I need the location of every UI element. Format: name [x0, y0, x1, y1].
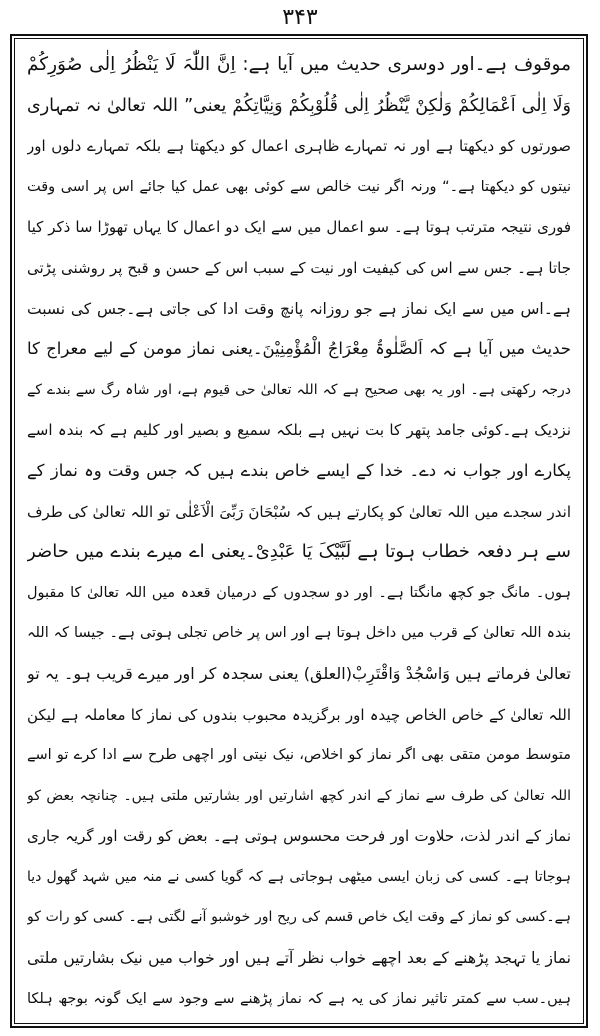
text-line: نزدیک ہے۔کوئی جامد پتھر کا بت نہیں ہے بلکہ سمیع و بصیر اور کلیم ہے کہ بندہ اسے	[27, 421, 571, 440]
page-number: ۳۴۳	[282, 5, 318, 30]
text-line: ہوں۔ مانگ جو کچھ مانگتا ہے۔ اور دو سجدوں کے درمیان قعدہ میں اللہ تعالیٰ کا مقبول	[27, 584, 571, 601]
text-line: صورتوں کو دیکھتا ہے اور نہ تمہارے ظاہری اعمال کو دیکھتا ہے بلکہ تمہارے دلوں اور	[27, 137, 571, 156]
text-line: نیتوں کو دیکھتا ہے۔“ ورنہ اگر نیت خالص سے کوئی بھی عمل کیا جائے اس پر اسی وقت	[27, 178, 571, 195]
body-text	[27, 45, 571, 1019]
text-line: اللہ تعالیٰ کی طرف سے نماز کے اندر کچھ اشارتیں اور بشارتیں ملتی ہیں۔ چنانچہ بعض کو	[27, 787, 571, 804]
text-line: نماز کے اندر لذت، حلاوت اور فرحت محسوس ہوتی ہے۔ بعض کو رقت اور گریہ جاری	[27, 827, 571, 846]
text-line: وَلَا اِلٰی اَعْمَالِکُمْ وَلٰکِنْ یَّنْظُرُ اِلٰی قُلُوْبِکُمْ وَنِیَّاتِکُمْ یعنی” اللہ تعالیٰ نہ تمہاری	[27, 95, 571, 116]
text-line: نماز یا تہجد پڑھنے کے بعد اچھے خواب نظر آتے ہیں اور خواب میں نیک بشارتیں ملتی	[27, 949, 571, 968]
text-line: ہیں۔سب سے کمتر تاثیر نماز کی یہ ہے کہ نماز پڑھنے سے وجود سے ایک گونہ بوجھ ہلکا	[27, 990, 571, 1007]
text-line: تعالیٰ فرماتے ہیں وَاسْجُدْ وَاقْتَرِبْ(العلق) یعنی سجدہ کر اور میرے قریب ہو۔ یہ تو	[27, 663, 571, 683]
text-line: ہوجاتا ہے۔ کسی کی زبان ایسی میٹھی ہوجاتی ہے کہ گویا کسی نے منہ میں شہد گھول دیا	[27, 868, 571, 885]
text-line: بندہ اللہ تعالیٰ کے قرب میں داخل ہوتا ہے اور اس پر خاص تجلی ہوتی ہے۔ جیسا کہ اللہ	[27, 625, 571, 642]
text-line: ہے۔کسی کو نماز کے وقت ایک خاص قسم کی ریح اور خوشبو آنے لگتی ہے۔ کسی کو رات کو	[27, 909, 571, 926]
text-line: اندر سجدے میں اللہ تعالیٰ کو پکارتے ہیں کہ سُبْحَانَ رَبِّیَ الْاَعْلٰی تو اللہ تعالیٰ کی طرف	[27, 502, 571, 521]
text-line: حدیث میں آیا ہے کہ اَلصَّلٰوۃُ مِعْرَاجُ الْمُؤْمِنِیْنَ۔یعنی نماز مومن کے لیے معراج کا	[27, 339, 571, 359]
text-line: ہے۔اس میں سے ایک نماز ہے جو روزانہ پانچ وقت ادا کی جاتی ہے۔جس کی نسبت	[27, 299, 571, 318]
text-line: فوری نتیجہ مترتب ہوتا ہے۔ سو اعمال میں سے ایک دو اعمال کا یہاں تھوڑا سا ذکر کیا	[27, 218, 571, 237]
text-line: اللہ تعالیٰ کے خاص الخاص چیدہ اور برگزیدہ محبوب بندوں کی نماز کا معاملہ ہے لیکن	[27, 705, 571, 724]
text-line: پکارے اور جواب نہ دے۔ خدا کے ایسے خاص بندے ہیں کہ جس وقت وہ نماز کے	[27, 460, 571, 480]
text-line: جاتا ہے۔ جس سے اس کی کیفیت اور نیت کے سبب اس کے حسن و قبح پر روشنی پڑتی	[27, 258, 571, 277]
text-line: سے ہر دفعہ خطاب ہوتا ہے لَبَّیْکَ یَا عَبْدِیْ۔یعنی اے میرے بندے میں حاضر	[27, 541, 571, 563]
page-border	[10, 34, 588, 1028]
page-border-inner	[14, 38, 584, 1024]
text-line: موقوف ہے۔اور دوسری حدیث میں آیا ہے: اِنَّ اللّٰہَ لَا یَنْظُرُ اِلٰی صُوَرِکُمْ	[27, 54, 571, 75]
text-line: متوسط مومن متقی بھی اگر نماز کو اخلاص، نیک نیتی اور اچھی طرح سے ادا کرے تو اسے	[27, 747, 571, 764]
text-line: درجہ رکھتی ہے۔ اور یہ بھی صحیح ہے کہ اللہ تعالیٰ حی قیوم ہے، اور شاہ رگ سے بندے کے	[27, 381, 571, 398]
